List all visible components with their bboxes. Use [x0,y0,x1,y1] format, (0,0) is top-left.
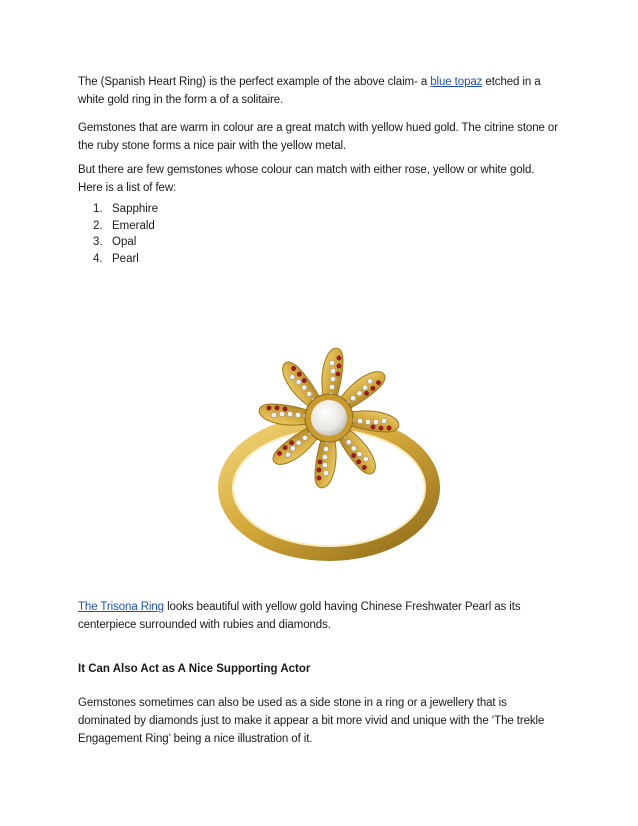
list-item-number: 4. [93,252,103,265]
caption-text: looks beautiful with yellow gold having Chinese Freshwater Pearl as its centerpiece surrounded with rubies and diamonds. [78,601,521,631]
pearl-centerpiece [311,400,347,436]
trisona-ring-link[interactable]: The Trisona Ring [78,601,164,613]
paragraph1-text-before: The (Spanish Heart Ring) is the perfect example of the above claim- a [78,76,431,88]
blue-topaz-link[interactable]: blue topaz [430,76,483,88]
list-item-label: Pearl [112,252,139,265]
list-item-label: Opal [112,236,137,248]
section-heading: It Can Also Act as A Nice Supporting Actor [78,663,311,675]
list-item-number: 1. [93,203,103,215]
list-item-label: Sapphire [112,203,159,215]
gemstone-list [93,201,158,267]
trisona-ring-image [214,318,444,566]
list-item [93,251,158,268]
list-item [93,201,158,218]
list-item-label: Emerald [112,219,155,232]
caption-trisona-ring [78,598,558,634]
flower-head [259,348,399,488]
paragraph1-text-after: etched in a white gold ring in the form a of a solitaire. [78,76,541,106]
paragraph-few-gemstones: But there are few gemstones whose colour can match with either rose, yellow or white gold. Here is a list of few: [78,164,535,194]
paragraph-warm-gemstones: Gemstones that are warm in colour are a great match with yellow hued gold. The citrine stone or the ruby stone forms a nice pair with the yellow metal. [78,122,558,152]
list-item-number: 3. [93,236,103,248]
list-item-number: 2. [93,219,103,232]
list-item [93,234,158,251]
ring-illustration [214,318,444,566]
list-item [93,218,158,235]
paragraph-spanish-heart-ring [78,73,558,109]
paragraph-side-stone: Gemstones sometimes can also be used as a side stone in a ring or a jewellery that is dominated by diamonds just to make it appear a bit more vivid and unique with the ‘The trekle Engagement Ring’ being a nice illustration of it. [78,697,545,745]
